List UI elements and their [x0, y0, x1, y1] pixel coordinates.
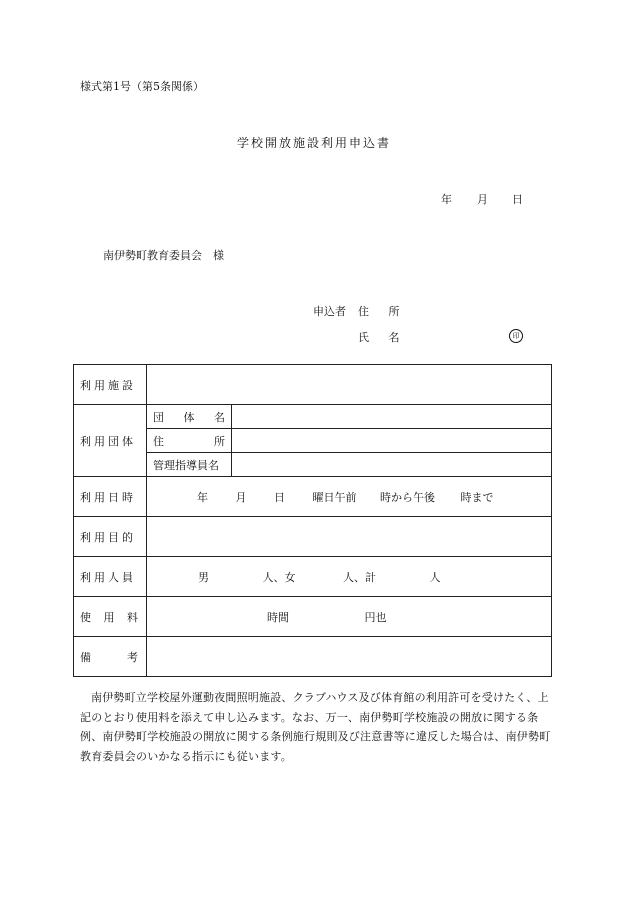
- datetime-until: 時まで: [460, 490, 494, 504]
- date-year-label: 年: [441, 193, 452, 206]
- facility-row: [74, 365, 552, 405]
- date-day-label: 日: [512, 193, 523, 206]
- group-address-field[interactable]: [232, 429, 552, 453]
- notice-paragraph: 南伊勢町立学校屋外運動夜間照明施設、クラブハウス及び体育館の利用許可を受けたく、上記のとおり使用料を添えて申し込みます。なお、万一、南伊勢町学校施設の開放に関する条例、南伊勢町学校施設の開放に関する条例施行規則及び注意書等に違反した場合は、南伊勢町教育委員会のいかなる指示にも従います。: [80, 691, 551, 763]
- fee-label: [74, 597, 147, 637]
- remarks-row: [74, 637, 552, 677]
- seal-icon: 印: [509, 329, 523, 343]
- remarks-label-char: 考: [127, 650, 138, 664]
- supervisor-field[interactable]: [232, 453, 552, 477]
- datetime-label: 利用日時: [74, 477, 147, 517]
- datetime-am: 曜日午前: [312, 490, 357, 504]
- people-field[interactable]: [147, 557, 552, 597]
- people-male: 男: [198, 570, 209, 584]
- purpose-field[interactable]: [147, 517, 552, 557]
- people-female: 人、女: [262, 570, 296, 584]
- page-title: 学校開放施設利用申込書: [237, 136, 392, 150]
- group-name-char: 体: [183, 410, 195, 424]
- fee-label-char: 使: [80, 610, 91, 624]
- group-name-field[interactable]: [232, 405, 552, 429]
- fee-field[interactable]: [147, 597, 552, 637]
- people-row: [74, 557, 552, 597]
- datetime-from: 時から午後: [380, 490, 435, 504]
- date-month-label: 月: [477, 193, 488, 206]
- people-total: 人、計: [343, 570, 376, 584]
- datetime-year: 年: [197, 490, 208, 504]
- group-label: 利用団体: [74, 405, 147, 477]
- recipient: 南伊勢町教育委員会 様: [103, 249, 224, 262]
- datetime-day: 日: [274, 490, 285, 504]
- fee-yen: 円也: [364, 610, 387, 624]
- remarks-label-char: 備: [80, 650, 91, 664]
- supervisor-label: 管理指導員名: [147, 453, 232, 477]
- fee-hours: 時間: [267, 610, 289, 624]
- purpose-row: [74, 517, 552, 557]
- people-unit: 人: [429, 570, 441, 584]
- facility-field[interactable]: [147, 365, 552, 405]
- datetime-row: [74, 477, 552, 517]
- application-table: [73, 364, 552, 677]
- group-name-char: 名: [214, 410, 225, 424]
- applicant-address-label: 住 所: [358, 305, 408, 318]
- fee-row: [74, 597, 552, 637]
- fee-label-char: 用: [103, 610, 115, 624]
- group-name-char: 団: [153, 410, 164, 424]
- purpose-label: 利用目的: [74, 517, 147, 557]
- form-number: 様式第1号（第5条関係）: [80, 80, 204, 93]
- group-name-row: [74, 405, 552, 429]
- remarks-field[interactable]: [147, 637, 552, 677]
- datetime-field[interactable]: [147, 477, 552, 517]
- facility-label: 利用施設: [74, 365, 147, 405]
- group-name-label: [147, 405, 232, 429]
- group-address-char: 所: [214, 434, 225, 448]
- group-address-label: [147, 429, 232, 453]
- remarks-label: [74, 637, 147, 677]
- applicant-label: 申込者: [313, 305, 346, 318]
- applicant-name-label: 氏 名: [358, 331, 408, 344]
- group-address-char: 住: [153, 434, 164, 448]
- datetime-month: 月: [235, 490, 247, 504]
- people-label: 利用人員: [74, 557, 147, 597]
- fee-label-char: 料: [127, 610, 138, 624]
